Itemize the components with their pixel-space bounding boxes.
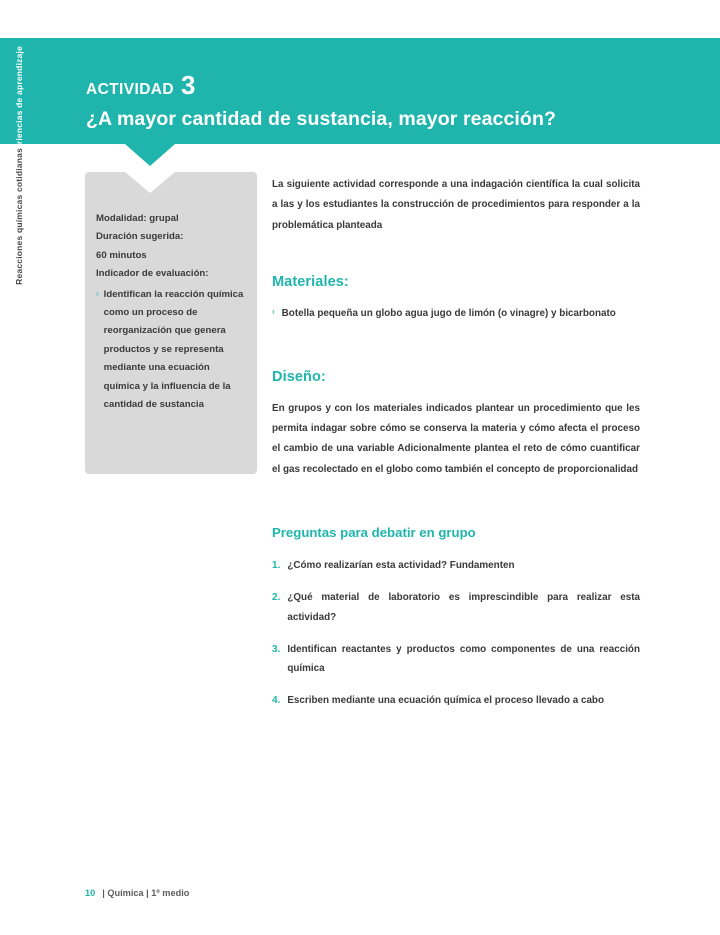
footer-meta: | Química | 1º medio (102, 888, 190, 898)
spacer (272, 236, 640, 274)
info-box-notch-icon (125, 172, 175, 193)
list-item (272, 588, 640, 628)
spacer (272, 480, 640, 525)
question-text: ¿Qué material de laboratorio es imprescindible para realizar esta actividad? (287, 591, 640, 623)
question-text: Identifican reactantes y productos como componentes de una reacción química (287, 643, 640, 675)
header-pointer-triangle-icon (125, 144, 175, 166)
chevron-right-icon: › (272, 306, 275, 316)
list-item (272, 304, 640, 324)
diseno-paragraph: En grupos y con los materiales indicados plantear un procedimiento que les permita indagar sobre cómo se conserva la materia y cómo afecta el proceso el cambio de una variable Adicionalmente plantea el reto de cómo cuantificar el gas recolectado en el globo como también el concepto de proporcionalidad (272, 402, 640, 475)
page-title: ¿A mayor cantidad de sustancia, mayor reacción? (86, 108, 556, 130)
materiales-list (272, 304, 640, 324)
question-text: ¿Cómo realizarían esta actividad? Fundamenten (287, 559, 515, 571)
side-tab-experiencias-label: Experiencias de aprendizaje (14, 46, 25, 166)
activity-number-label: 3 (181, 70, 196, 100)
header-text-block (86, 72, 646, 131)
spacer (272, 540, 640, 556)
activity-info-box-content (96, 210, 248, 414)
materiales-heading: Materiales: (272, 273, 349, 290)
side-tab-reacciones (0, 148, 40, 318)
question-number: 4. (272, 695, 281, 707)
spacer (272, 385, 640, 399)
info-modalidad: Modalidad: grupal (96, 213, 179, 224)
info-duracion-label: Duración sugerida: (96, 231, 184, 243)
question-number: 1. (272, 559, 281, 571)
list-item (272, 556, 640, 576)
question-number: 2. (272, 591, 281, 603)
info-duracion-value: 60 minutos (96, 249, 147, 261)
info-indicador-item (96, 286, 248, 415)
chevron-right-icon: › (96, 288, 99, 298)
side-tab-reacciones-label: Reacciones químicas cotidianas (14, 148, 25, 285)
list-item (272, 691, 640, 711)
info-indicador-label: Indicador de evaluación: (96, 268, 209, 280)
question-text: Escriben mediante una ecuación química el proceso llevado a cabo (287, 695, 604, 707)
spacer (272, 324, 640, 369)
list-item (272, 640, 640, 680)
question-number: 3. (272, 643, 281, 655)
side-tab-experiencias (0, 46, 40, 166)
activity-label-line (86, 72, 646, 99)
preguntas-heading: Preguntas para debatir en grupo (272, 524, 476, 540)
activity-word-label: ACTIVIDAD (86, 81, 174, 98)
diseno-heading: Diseño: (272, 368, 326, 385)
page-number: 10 (85, 888, 96, 898)
preguntas-list (272, 556, 640, 711)
spacer (272, 290, 640, 304)
intro-paragraph: La siguiente actividad corresponde a una indagación científica la cual solicita a las y los estudiantes la construcción de procedimientos para responder a la problemática planteada (272, 179, 640, 231)
materiales-item-text: Botella pequeña un globo agua jugo de limón (o vinagre) y bicarbonato (281, 307, 616, 319)
main-content-column (272, 175, 640, 723)
page-footer (85, 888, 189, 898)
info-indicador-text: Identifican la reacción química como un proceso de reorganización que genera productos y se representa mediante una ecuación química y la influencia de la cantidad de sustancia (103, 288, 244, 411)
